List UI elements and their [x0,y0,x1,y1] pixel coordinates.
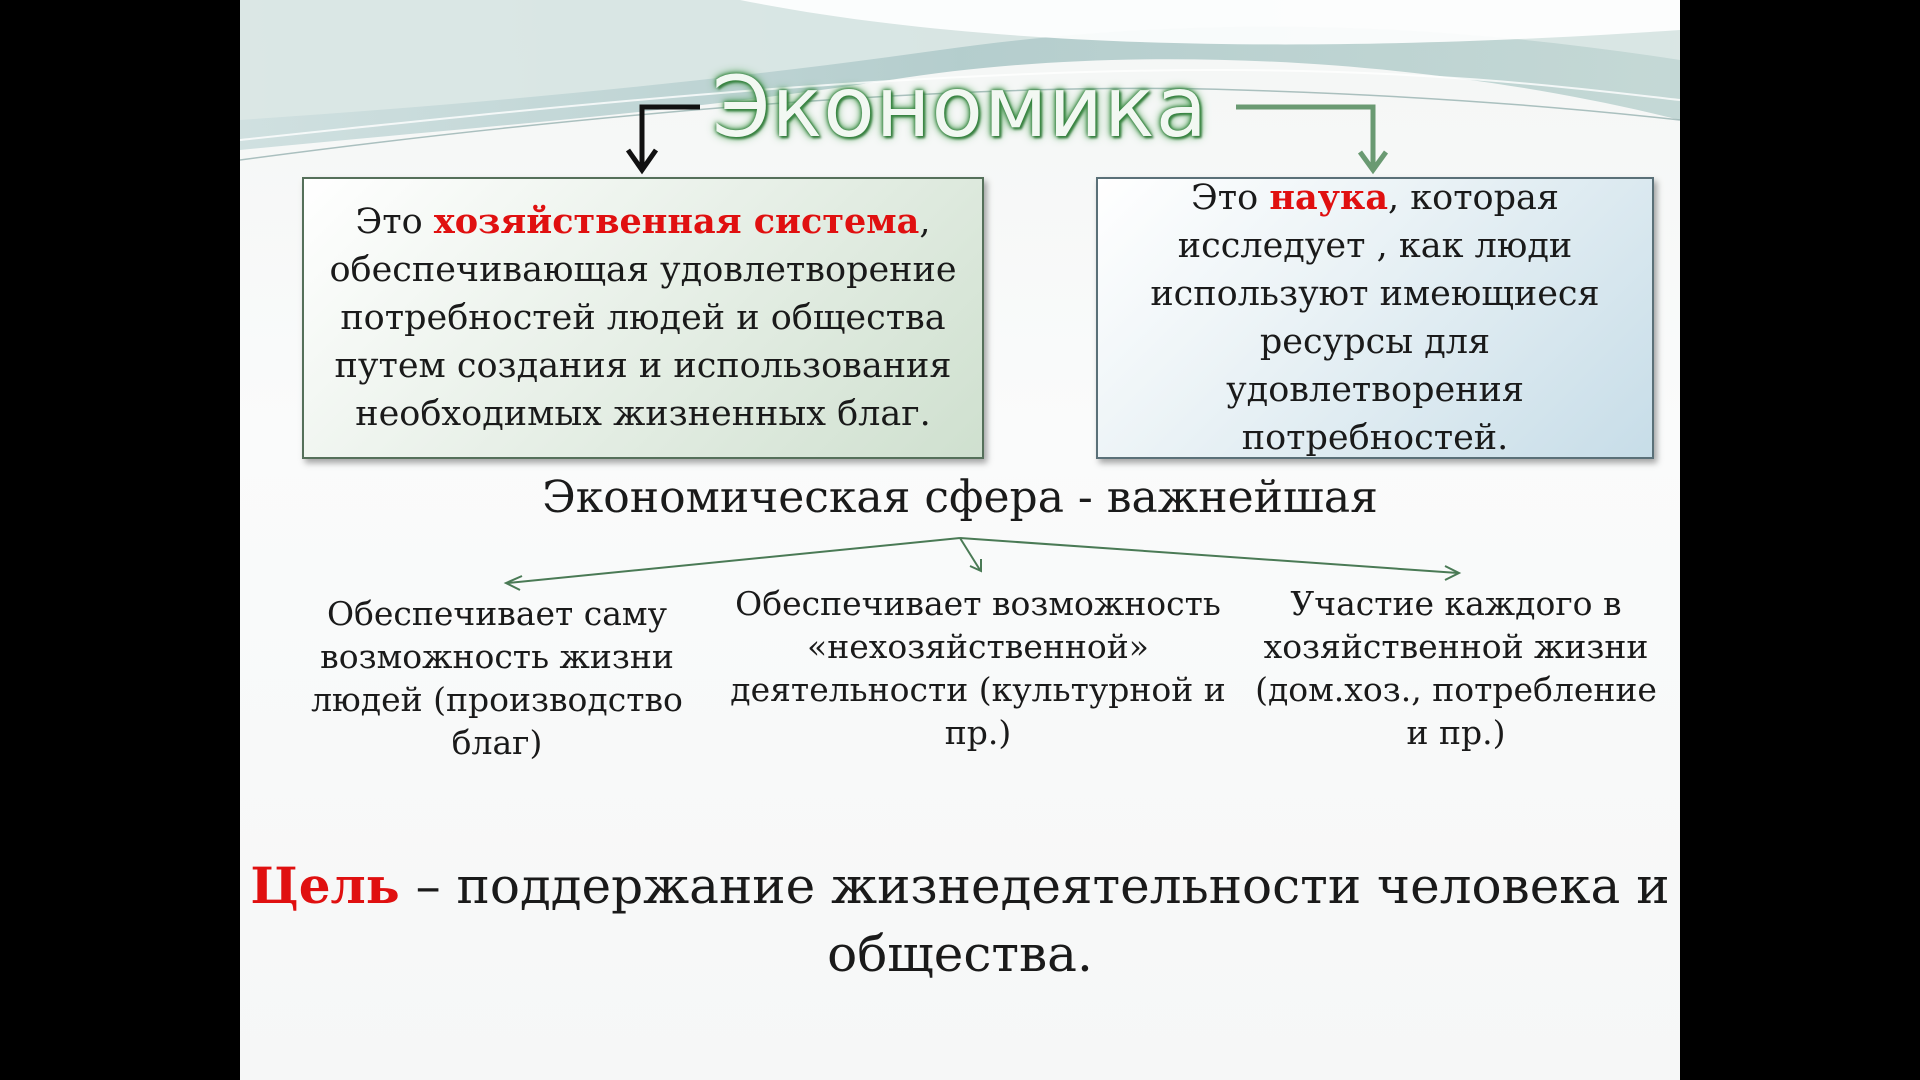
highlight-term: наука [1269,177,1388,218]
definition-body: , которая исследует , как люди используют имеющиеся ресурсы для удовлетворения потребностей. [1150,178,1600,458]
slide [240,0,1680,1080]
arrow-to-left-box [628,107,700,170]
highlight-term: хозяйственная система [433,201,920,242]
point-participation: Участие каждого в хозяйственной жизни (дом.хоз., потребление и пр.) [1255,584,1657,752]
definition-text-economic-system [318,198,968,438]
point-life-possibility: Обеспечивает саму возможность жизни людей (производство благ) [311,594,683,762]
goal-statement [240,852,1680,988]
slide-title: Экономика [711,58,1209,156]
goal-text: – поддержание жизнедеятельности человека и общества. [399,857,1670,983]
definition-body: , обеспечивающая удовлетворение потребностей людей и общества путем создания и использования необходимых жизненных благ. [329,202,957,434]
definition-box-science [1096,177,1654,459]
sphere-heading: Экономическая сфера - важнейшая [542,472,1378,523]
goal-label: Цель [250,856,400,915]
point-non-economic-activity: Обеспечивает возможность «нехозяйственной» деятельности (культурной и пр.) [730,584,1226,752]
definition-prefix: Это [355,202,434,242]
definition-text-science [1112,174,1638,462]
arrow-to-right-box [1236,107,1386,170]
definition-box-economic-system [302,177,984,459]
definition-prefix: Это [1191,178,1270,218]
